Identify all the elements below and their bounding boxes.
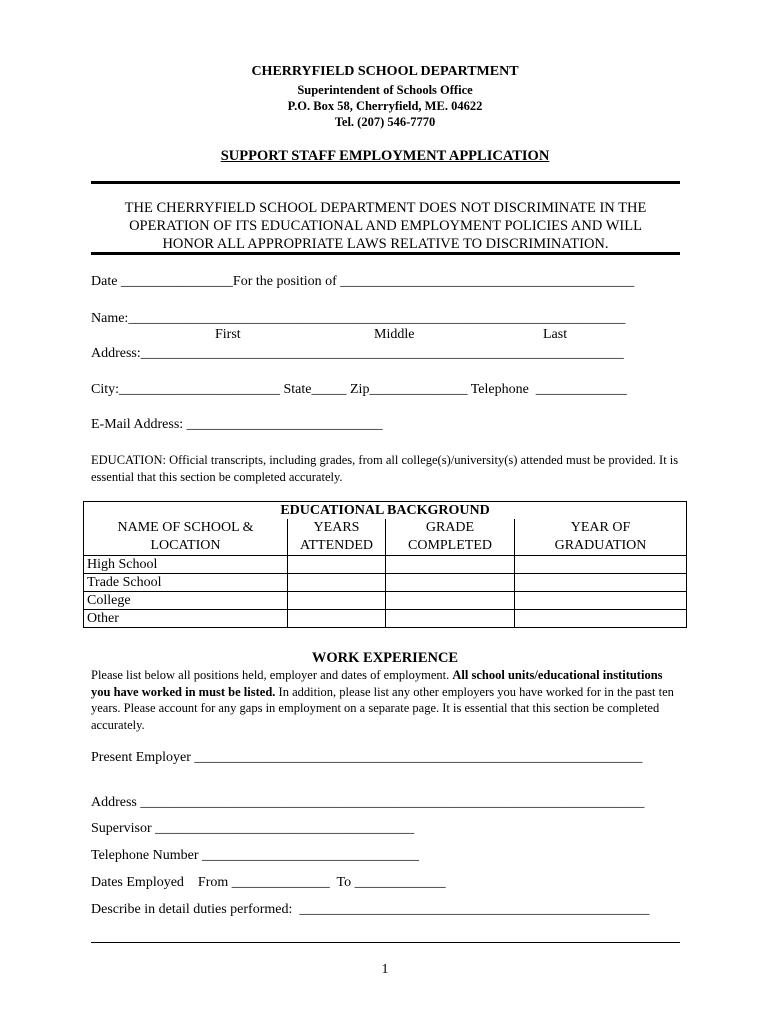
name-field[interactable]: Name:_______________________________________________________________________ [91, 311, 626, 326]
col-school-header-line: NAME OF SCHOOL & [117, 520, 254, 535]
date-position-field[interactable]: Date ________________For the position of __________________________________________ [91, 274, 635, 289]
page-number: 1 [381, 962, 389, 977]
row-label: College [84, 592, 288, 610]
grade-cell[interactable] [386, 556, 515, 574]
col-grade-header [386, 519, 515, 556]
duties-field[interactable]: Describe in detail duties performed: __________________________________________________ [91, 902, 650, 917]
employer-address-field[interactable]: Address ________________________________________________________________________ [91, 795, 645, 810]
nondiscrimination-notice [91, 199, 680, 253]
divider-bottom [91, 252, 680, 255]
email-field[interactable]: E-Mail Address: ____________________________ [91, 417, 383, 432]
education-intro: EDUCATION: Official transcripts, including grades, from all college(s)/university(s) attended must be provided. It is essential that this section be completed accurately. [91, 453, 679, 484]
divider-top [91, 181, 680, 184]
dates-employed-field[interactable]: Dates Employed From ______________ To _____________ [91, 875, 446, 890]
years-cell[interactable] [288, 610, 386, 628]
col-years-header-line: YEARS [313, 520, 360, 535]
office-address: P.O. Box 58, Cherryfield, ME. 04622 [287, 99, 483, 113]
supervisor-field[interactable]: Supervisor _____________________________________ [91, 821, 415, 836]
row-label: High School [84, 556, 288, 574]
table-row [84, 592, 687, 610]
notice-line: HONOR ALL APPROPRIATE LAWS RELATIVE TO DISCRIMINATION. [162, 236, 609, 252]
work-experience-intro [91, 667, 681, 733]
work-intro-emphasis: All school units/educational institutions you have worked in must be listed. [91, 668, 663, 699]
education-table-title: EDUCATIONAL BACKGROUND [84, 502, 687, 520]
work-experience-title: WORK EXPERIENCE [311, 650, 459, 666]
col-graduation-header [515, 519, 687, 556]
page-title: SUPPORT STAFF EMPLOYMENT APPLICATION [220, 148, 550, 164]
notice-line: THE CHERRYFIELD SCHOOL DEPARTMENT DOES NOT DISCRIMINATE IN THE [124, 200, 647, 216]
graduation-cell[interactable] [515, 610, 687, 628]
table-row [84, 574, 687, 592]
name-last-label: Last [543, 327, 568, 342]
row-label: Other [84, 610, 288, 628]
years-cell[interactable] [288, 592, 386, 610]
city-state-zip-phone-field[interactable]: City:_______________________ State_____ Zip______________ Telephone _____________ [91, 382, 627, 397]
office-name: Superintendent of Schools Office [297, 83, 473, 97]
col-grade-header-line: COMPLETED [408, 538, 492, 553]
table-row [84, 610, 687, 628]
grade-cell[interactable] [386, 592, 515, 610]
address-field[interactable]: Address:_____________________________________________________________________ [91, 346, 624, 361]
present-employer-field[interactable]: Present Employer ________________________________________________________________ [91, 750, 643, 765]
work-intro-text: In addition, please list any other employers you have worked for in the past ten years. Please account for any gaps in employment on a separate page. It is essential that this section be completed accurately. [91, 684, 674, 732]
years-cell[interactable] [288, 574, 386, 592]
name-first-label: First [215, 327, 241, 342]
table-row [84, 556, 687, 574]
office-telephone: Tel. (207) 546-7770 [334, 115, 436, 129]
graduation-cell[interactable] [515, 574, 687, 592]
grade-cell[interactable] [386, 574, 515, 592]
graduation-cell[interactable] [515, 592, 687, 610]
org-name: CHERRYFIELD SCHOOL DEPARTMENT [251, 64, 519, 79]
col-years-header-line: ATTENDED [299, 538, 374, 553]
education-table [83, 501, 687, 628]
name-middle-label: Middle [374, 327, 415, 342]
employer-telephone-field[interactable]: Telephone Number _______________________________ [91, 848, 419, 863]
row-label: Trade School [84, 574, 288, 592]
work-intro-text: Please list below all positions held, employer and dates of employment. [91, 668, 453, 682]
years-cell[interactable] [288, 556, 386, 574]
col-graduation-header-line: GRADUATION [554, 538, 647, 553]
duties-continuation-line[interactable] [91, 942, 680, 943]
col-years-header [288, 519, 386, 556]
col-graduation-header-line: YEAR OF [570, 520, 631, 535]
col-school-header [84, 519, 288, 556]
notice-line: OPERATION OF ITS EDUCATIONAL AND EMPLOYMENT POLICIES AND WILL [129, 218, 642, 234]
graduation-cell[interactable] [515, 556, 687, 574]
col-grade-header-line: GRADE [425, 520, 475, 535]
col-school-header-line: LOCATION [150, 538, 221, 553]
grade-cell[interactable] [386, 610, 515, 628]
